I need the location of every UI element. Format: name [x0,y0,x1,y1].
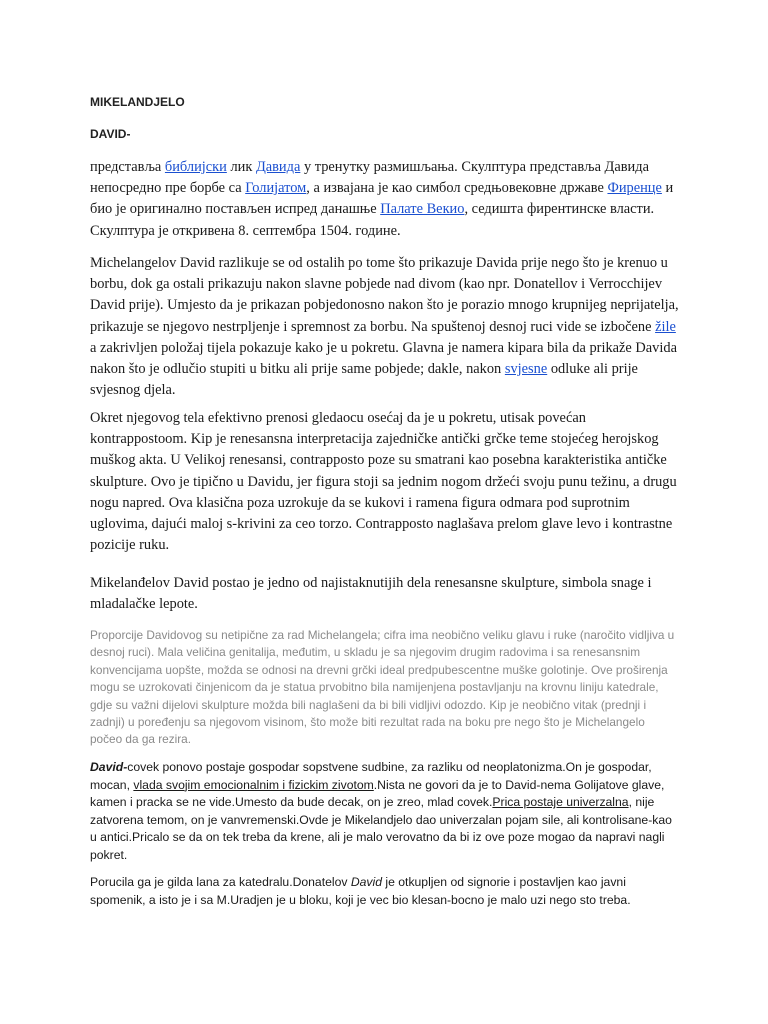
text-run: лик [226,159,256,175]
paragraph-cyrillic [90,157,680,242]
text-run: , а извајана је као симбол средњовековне државе [306,180,608,197]
link-david[interactable]: Давида [255,159,301,175]
paragraph-gilda-lana [90,874,680,909]
text-run: и био је оригинално постављен испред данашње [90,180,674,218]
paragraph-michelangelov-david [90,253,680,401]
bold-italic-david: David- [90,760,128,774]
text-run: .Nista ne govori da je to David-nema Golijatove glave, kamen i pracka se ne vide.Umesto da bude decak, on je zreo, mlad covek. [90,777,665,810]
paragraph-kontrapost: Okret njegovog tela efektivno prenosi gledaocu osećaj da je u pokretu, utisak povećan kontrappostoom. Kip je renesansna interpretacija zajedničke antički grčke teme stojećeg herojskog muškog akta. U Velikoj renesansi, contrapposto poze su smatrani kao posebna karakteristika antičke skulpture. Ovo je tipično u Davidu, jer figura stoji sa jednim nogom držeći svoju punu težinu, a drugu nogu napred. Ova klasična poza uzrokuje da se kukovi i ramena figura odmara pod suprotnim uglovima, dajući maloj s-krivini za ceo torzo. Contrapposto naglašava prelom glave levo i kontrastne pozicije ruku. [90,410,677,554]
text-run: , nije zatvorena temom, on je vanvremenski.Ovde je Mikelandjelo dao univerzalan pojam sile, ali kontrolisane-kao u antici.Pricalo se da on tek treba da krene, ali je malo verovatno da bi iz ove poze mogao da napravi nagli pokret. [90,795,672,862]
document-title: MIKELANDJELO [90,95,185,109]
text-run: Michelangelov David razlikuje se od ostalih po tome što prikazuje Davida prije nego što je krenuo u borbu, dok ga ostali prikazuju nakon slavne pobjede nad divom (kao npr. Donatellov i Verrocchijev David prije). Umjesto da je prikazan pobjedonosno nakon što je porazio mnogo krupnijeg neprijatelja, prikazuje se njegovo nestrpljenje i spremnost za borbu. Na spuštenoj desnoj ruci vide se izbočene [90,255,679,335]
text-run: , седишта фирентинске власти. Скулптура је откривена 8. септембра 1504. године. [90,201,655,239]
text-run: covek ponovo postaje gospodar sopstvene sudbine, za razliku od neoplatonizma.On je gospodar, mocan, [90,760,652,792]
link-zile[interactable]: žile [655,318,676,335]
section-heading-david: DAVID- [90,127,131,141]
link-svjesne[interactable]: svjesne [504,361,548,378]
link-palata-vekio[interactable]: Палате Векио [380,201,465,218]
link-firenca[interactable]: Фиренце [607,180,662,197]
paragraph-covek-gospodar [90,759,680,865]
text-run: a zakrivljen položaj tijela pokazuje kako je u pokretu. Glavna je namera kipara bila da prikaže Davida nakon što je odlučio stupiti u bitku ali prije same pobjede; dakle, nakon [90,339,677,378]
paragraph-proporcije: Proporcije Davidovog su netipične za rad Michelangela; cifra ima neobično veliku glavu i ruke (naročito vidljiva u desnoj ruci). Mala veličina genitalija, međutim, u skladu je sa njegovim drugim radovima i sa renesansnim konvencijama uopšte, možda se odnosi na drevni grčki ideal predpubescentne muške golotinje. Ove proširenja mogu se uzrokovati činjenicom da je statua prvobitno bila namijenjena postavljanju na krovnu liniju katedrale, gdje su važni dijelovi skulpture možda bili naglašeni da bi bili vidljivi odozdo. Kip je neobično vitak (prednji i zadnji) u poređenju sa njegovom visinom, što može biti rezultat rada na boku pre nego što je Michelangelo počeo da ga rezira. [90,628,675,747]
italic-david: David [350,875,383,889]
underlined-phrase: vlada svojim emocionalnim i fizickim zivotom [133,777,374,792]
text-run: odluke ali prije svjesnog djela. [90,361,638,399]
text-run: у тренутку размишљања. Скулптура представља Давида непосредно пре борбе са [90,159,649,197]
paragraph-mikelandjelov-david: Mikelanđelov David postao je jedno od najistaknutijih dela renesansne skulpture, simbola snage i mladalačke lepote. [90,575,652,613]
text-run: представља [90,159,165,175]
underlined-phrase: Prica postaje univerzalna [492,795,629,810]
text-run: Porucila ga je gilda lana za katedralu.Donatelov [90,875,351,889]
link-biblijski[interactable]: библијски [164,159,227,175]
text-run: je otkupljen od signorie i postavljen kao javni spomenik, a isto je i sa M.Uradjen je u bloku, koji je vec bio klesan-bocno je malo uzi nego sto treba. [90,875,631,907]
link-golijat[interactable]: Голијатом [245,180,307,197]
